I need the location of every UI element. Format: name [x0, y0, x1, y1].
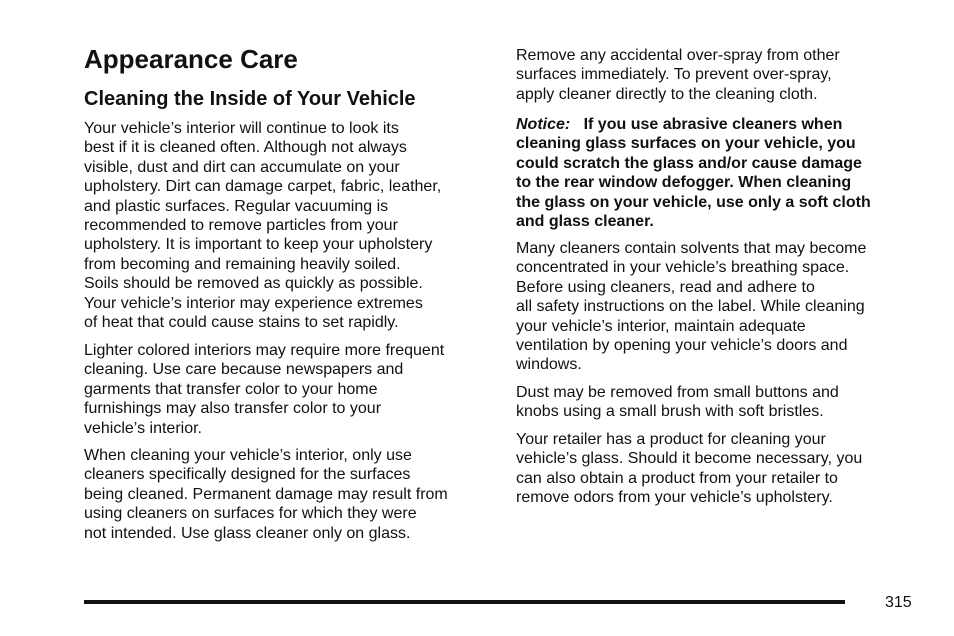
- notice-label: Notice:: [516, 116, 571, 133]
- text-line: not intended. Use glass cleaner only on glass.: [84, 524, 411, 542]
- text-line: garments that transfer color to your home: [84, 380, 378, 398]
- text-line: When cleaning your vehicle’s interior, only use: [84, 447, 412, 464]
- text-line: cleaning. Use care because newspapers and: [84, 361, 404, 379]
- text-line: Before using cleaners, read and adhere to: [516, 278, 815, 296]
- text-line: all safety instructions on the label. While cleaning: [516, 298, 865, 316]
- text-line: your vehicle’s interior, maintain adequate: [516, 317, 806, 335]
- notice-first-line: [516, 115, 871, 134]
- paragraph-retailer-product: [516, 430, 862, 508]
- text-line: apply cleaner directly to the cleaning cloth.: [516, 85, 818, 103]
- text-line: vehicle’s interior.: [84, 419, 202, 437]
- paragraph-over-spray: [516, 46, 840, 104]
- text-line: Your vehicle’s interior may experience extremes: [84, 294, 423, 312]
- text-line: concentrated in your vehicle’s breathing space.: [516, 259, 850, 277]
- text-line: Dust may be removed from small buttons and: [516, 384, 839, 401]
- page-number: 315: [885, 594, 912, 611]
- text-line: and plastic surfaces. Regular vacuuming is: [84, 197, 389, 215]
- text-line: Soils should be removed as quickly as possible.: [84, 275, 423, 293]
- notice-line: to the rear window defogger. When cleaning: [516, 174, 852, 192]
- page-title: Appearance Care: [84, 44, 298, 74]
- paragraph-dust-removal: [516, 383, 839, 422]
- text-line: cleaners specifically designed for the surfaces: [84, 466, 411, 484]
- text-line: Your retailer has a product for cleaning your: [516, 431, 826, 448]
- text-line: best if it is cleaned often. Although not always: [84, 139, 407, 157]
- notice-text: If you use abrasive cleaners when: [583, 116, 843, 133]
- text-line: knobs using a small brush with soft bristles.: [516, 403, 824, 421]
- notice-line: and glass cleaner.: [516, 213, 654, 231]
- text-line: Lighter colored interiors may require more frequent: [84, 342, 445, 359]
- notice-block: [516, 115, 871, 231]
- notice-line: the glass on your vehicle, use only a soft cloth: [516, 193, 871, 211]
- paragraph-cleaner-usage: [84, 446, 448, 543]
- text-line: surfaces immediately. To prevent over-spray,: [516, 66, 832, 84]
- text-line: visible, dust and dirt can accumulate on your: [84, 158, 400, 176]
- text-line: upholstery. Dirt can damage carpet, fabric, leather,: [84, 178, 442, 196]
- footer-rule: [84, 600, 845, 604]
- text-line: Your vehicle’s interior will continue to look its: [84, 120, 399, 137]
- text-line: recommended to remove particles from your: [84, 217, 398, 235]
- paragraph-solvents: [516, 239, 866, 375]
- paragraph-lighter-interiors: [84, 341, 444, 438]
- text-line: upholstery. It is important to keep your upholstery: [84, 236, 433, 254]
- text-line: being cleaned. Permanent damage may result from: [84, 485, 448, 503]
- text-line: vehicle’s glass. Should it become necessary, you: [516, 450, 863, 468]
- text-line: furnishings may also transfer color to your: [84, 400, 382, 418]
- text-line: ventilation by opening your vehicle’s doors and: [516, 337, 848, 355]
- text-line: Many cleaners contain solvents that may become: [516, 240, 867, 257]
- text-line: windows.: [516, 356, 582, 374]
- text-line: can also obtain a product from your retailer to: [516, 469, 838, 487]
- paragraph-interior-care: [84, 119, 441, 332]
- section-heading: Cleaning the Inside of Your Vehicle: [84, 88, 416, 110]
- text-line: using cleaners on surfaces for which they were: [84, 505, 417, 523]
- text-line: Remove any accidental over-spray from other: [516, 47, 840, 64]
- notice-line: could scratch the glass and/or cause damage: [516, 154, 862, 172]
- text-line: of heat that could cause stains to set rapidly.: [84, 314, 399, 332]
- text-line: from becoming and remaining heavily soiled.: [84, 255, 401, 273]
- notice-line: cleaning glass surfaces on your vehicle, you: [516, 135, 856, 153]
- text-line: remove odors from your vehicle’s upholstery.: [516, 489, 833, 507]
